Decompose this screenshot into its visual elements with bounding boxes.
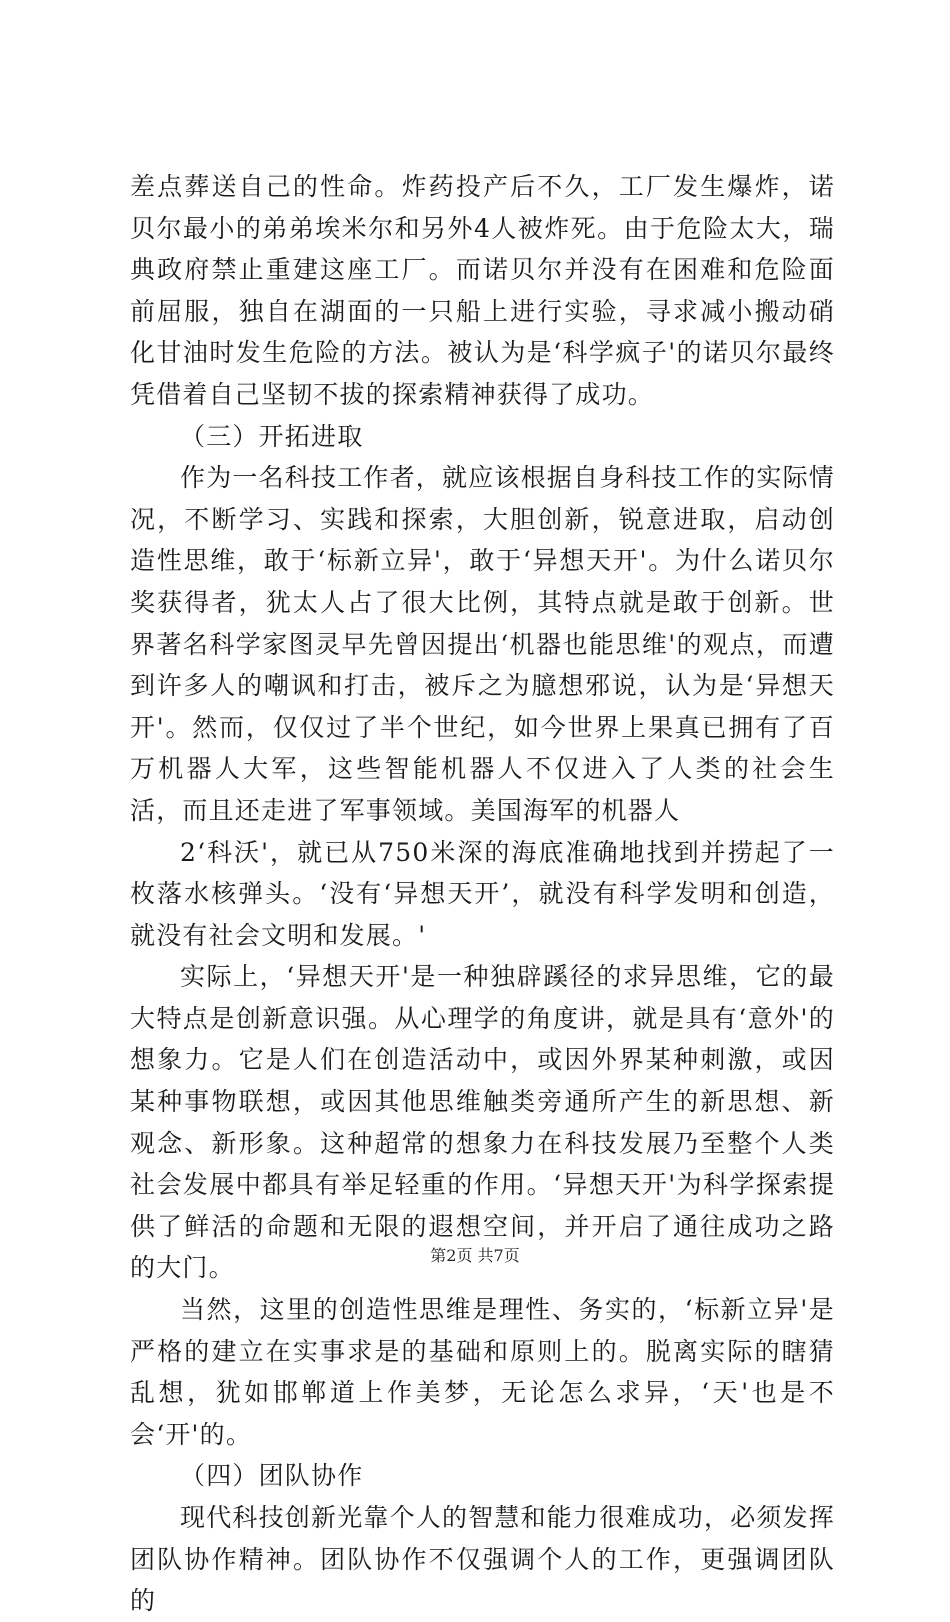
section-heading-4: （四）团队协作 xyxy=(180,1461,364,1491)
paragraph: 实际上，‘异想天开'是一种独辟蹊径的求异思维，它的最大特点是创新意识强。从心理学的角度讲，就是具有‘意外'的想象力。它是人们在创造活动中，或因外界某种刺激，或因某种事物联想，或因其他思维触类旁通所产生的新思想、新观念、新形象。这种超常的想象力在科技发展乃至整个人类社会发展中都具有举足轻重的作用。‘异想天开'为科学探索提供了鲜活的命题和无限的遐想空间，并开启了通往成功之路的大门。 xyxy=(130,962,835,1283)
paragraph: 作为一名科技工作者，就应该根据自身科技工作的实际情况，不断学习、实践和探索，大胆创新，锐意进取，启动创造性思维，敢于‘标新立异'，敢于‘异想天开'。为什么诺贝尔奖获得者，犹太人占了很大比例，其特点就是敢于创新。世界著名科学家图灵早先曾因提出‘机器也能思维'的观点，而遭到许多人的嘲讽和打击，被斥之为臆想邪说，认为是‘异想天开'。然而，仅仅过了半个世纪，如今世界上果真已拥有了百万机器人大军，这些智能机器人不仅进入了人类的社会生活，而且还走进了军事领域。美国海军的机器人 xyxy=(130,463,836,825)
paragraph: 2‘科沃'，就已从750米深的海底准确地找到并捞起了一枚落水核弹头。‘没有‘异想天开’，就没有科学发明和创造，就没有社会文明和发展。' xyxy=(130,837,835,950)
section-heading-3: （三）开拓进取 xyxy=(180,421,364,451)
paragraph: 现代科技创新光靠个人的智慧和能力很难成功，必须发挥团队协作精神。团队协作不仅强调个人的工作，更强调团队的 xyxy=(130,1503,836,1616)
paragraph-continued: 差点葬送自己的性命。炸药投产后不久，工厂发生爆炸，诺贝尔最小的弟弟埃米尔和另外4人被炸死。由于危险太大，瑞典政府禁止重建这座工厂。而诺贝尔并没有在困难和危险面前屈服，独自在湖面的一只船上进行实验，寻求减小搬动硝化甘油时发生危险的方法。被认为是‘科学疯子'的诺贝尔最终凭借着自己坚韧不拔的探索精神获得了成功。 xyxy=(130,172,835,409)
page-footer: 第2页 共7页 xyxy=(430,1246,520,1265)
document-body xyxy=(130,166,835,1622)
paragraph: 当然，这里的创造性思维是理性、务实的，‘标新立异'是严格的建立在实事求是的基础和原则上的。脱离实际的瞎猜乱想，犹如邯郸道上作美梦，无论怎么求异，‘天'也是不会‘开'的。 xyxy=(130,1295,835,1449)
